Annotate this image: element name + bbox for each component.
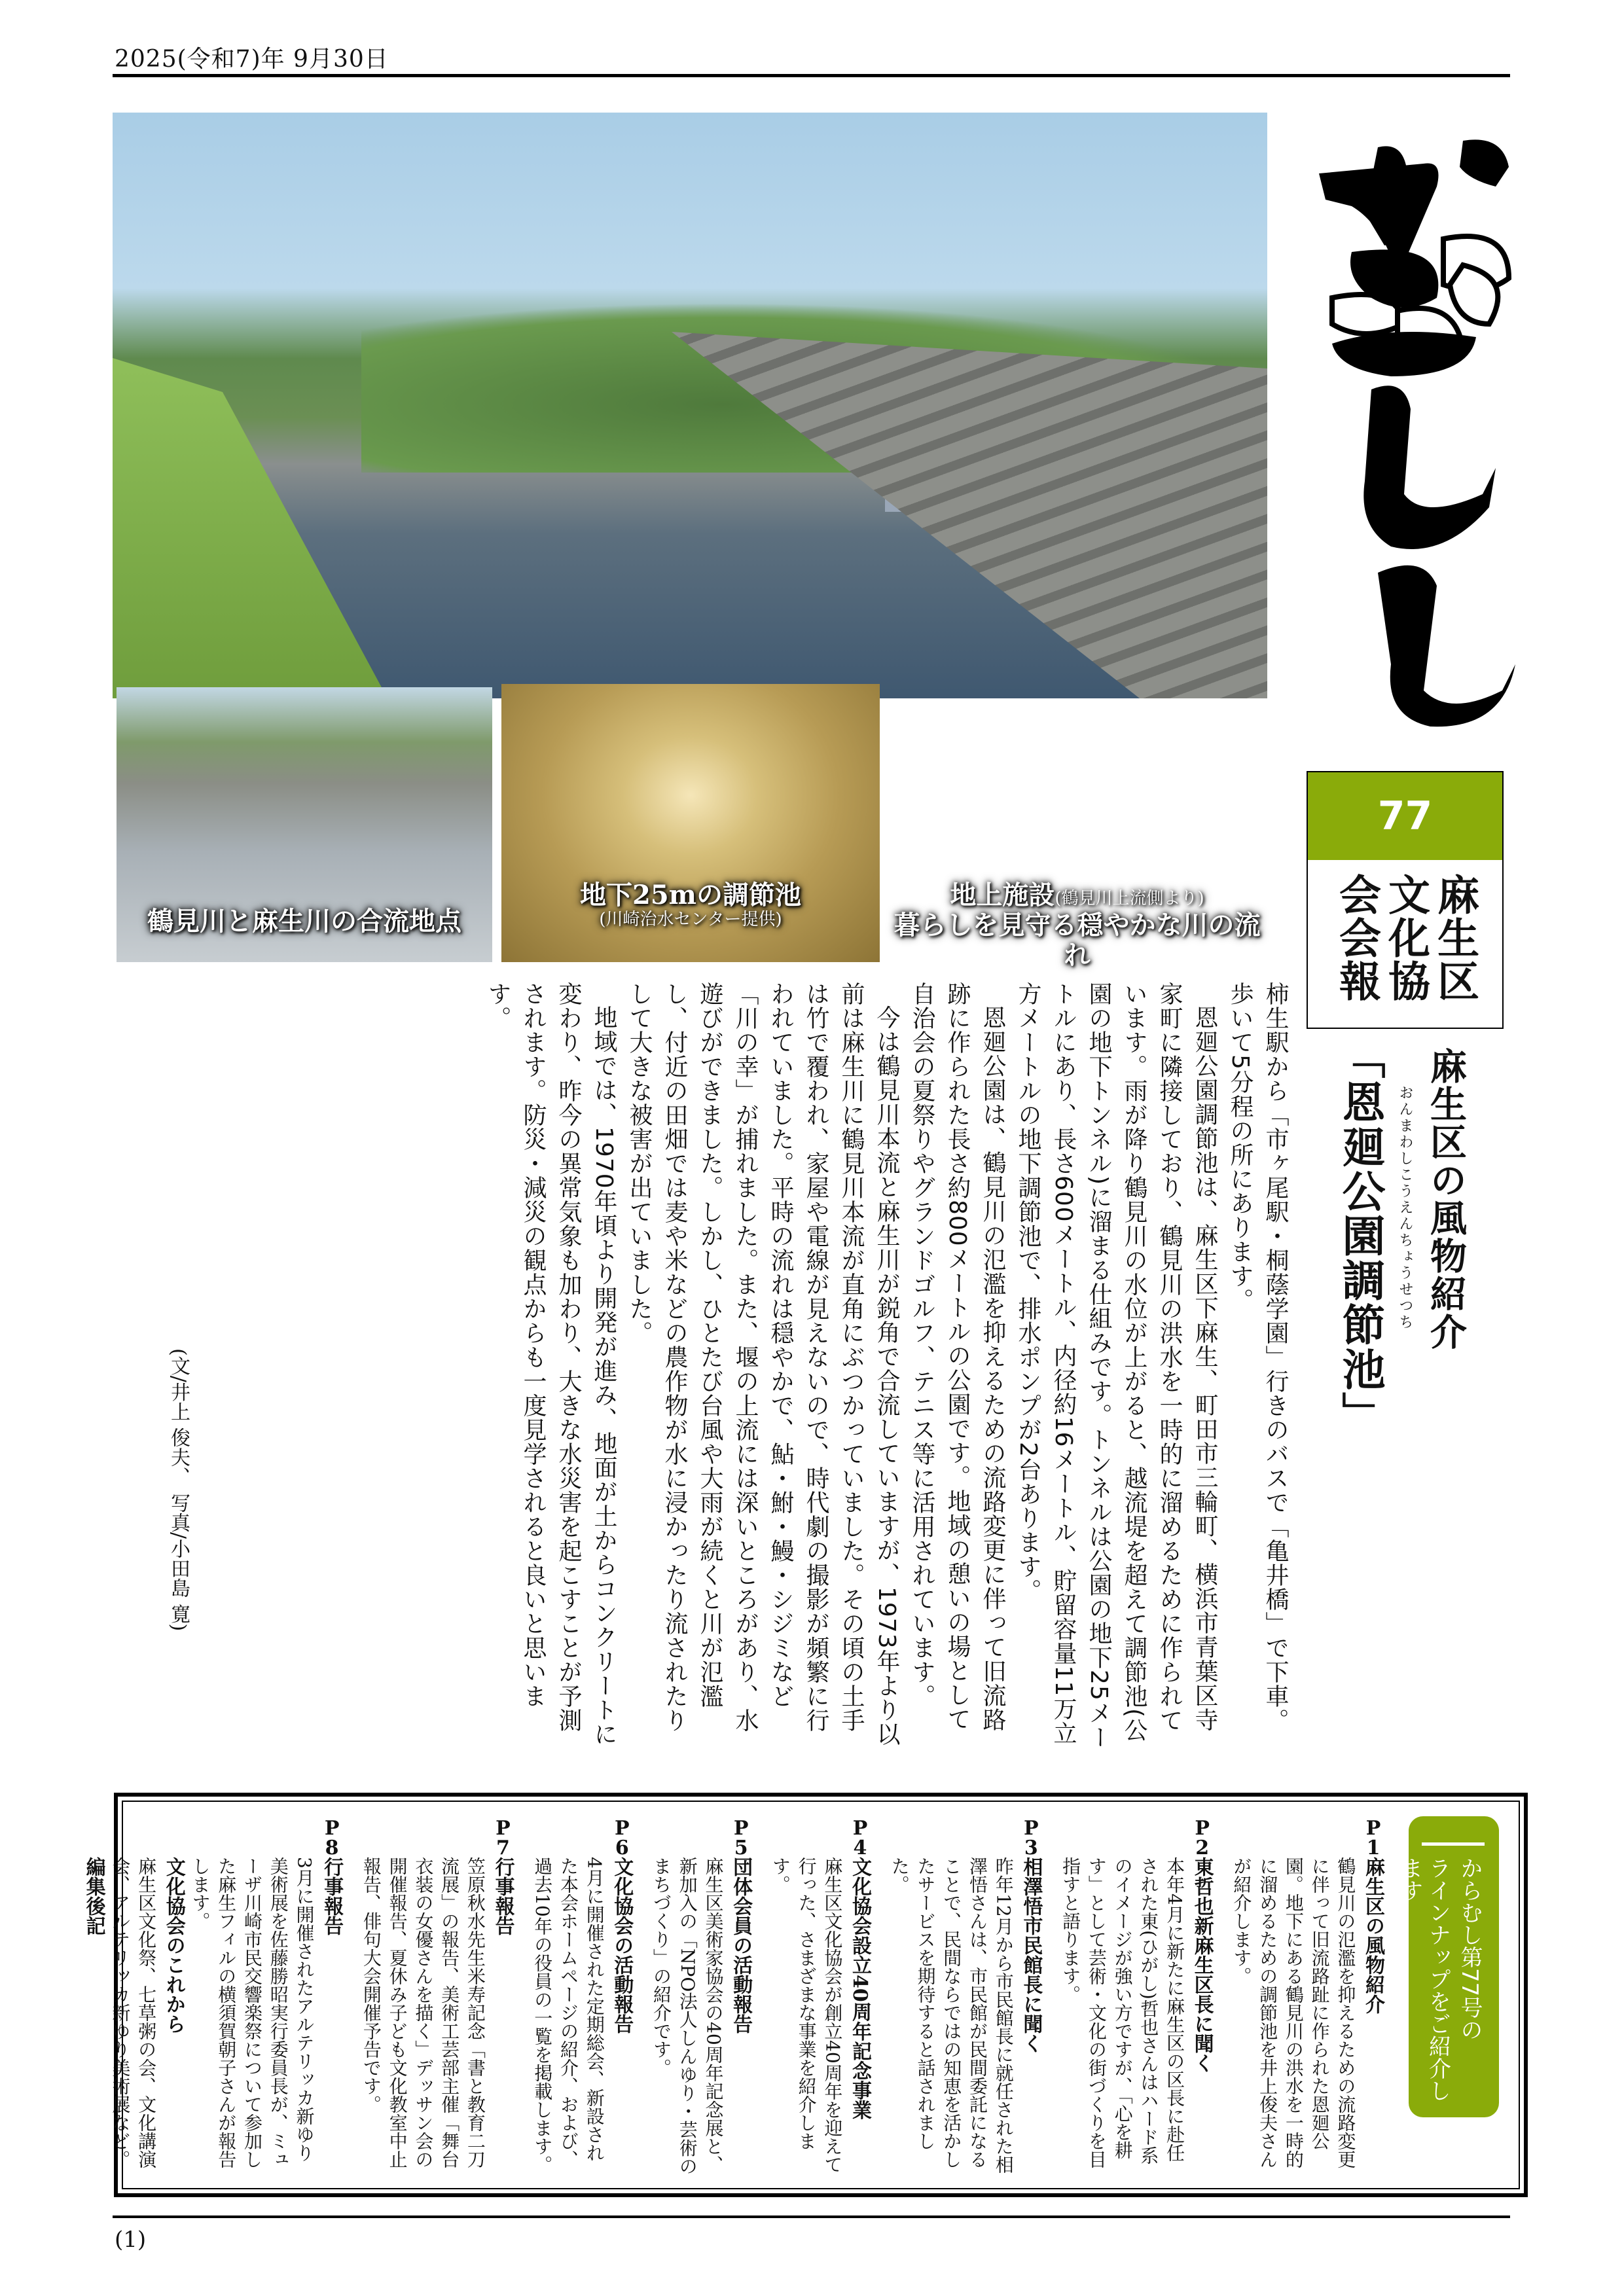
publisher-label-col: 麻生区 [1430, 873, 1479, 1003]
caption-confluence [117, 906, 492, 937]
issue-number: 77 [1308, 772, 1502, 860]
masthead-karamushi-logo [1293, 128, 1555, 736]
lineup-text: 麻生区美術家協会の40周年記念展と、新加入の「NPO法人しんゆり・芸術のまちづくり」の紹介です。 [651, 1857, 725, 2176]
page-ref: P 5 [733, 1817, 749, 1859]
lineup-item-p3[interactable] [886, 1811, 1044, 2178]
article-paragraph: 地域では、1970年頃より開発が進み、地面が土からコンクリートに変わり、昨今の異常気象も加わり、大きな水災害を起こすことが予測されます。防災・減災の観点からも一度見学されると良いと思います。 [484, 982, 617, 1746]
article-subtitle: 麻生区の風物紹介 [1424, 1047, 1467, 1351]
article-paragraph: 恩廻公園調節池は、麻生区下麻生、町田市三輪町、横浜市青葉区寺家町に隣接しており、鶴見川の洪水を一時的に溜めるために作られています。雨が降り鶴見川の水位が上がると、越流堤を超えて調節池(公園の地下トンネル)に溜まる仕組みです。トンネルは公園の地下25メートルにあり、長さ600メートル、内径約16メートル、貯留容量11万立方メートルの地下調節池で、排水ポンプが2台あります。 [1015, 982, 1218, 1749]
page-ref: P 8 [324, 1817, 340, 1859]
article-paragraph: 柿生駅から「市ヶ尾駅・桐蔭学園」行きのバスで「亀井橋」で下車。歩いて5分程の所にあります。 [1227, 982, 1289, 1732]
article-paragraph: 恩廻公園は、鶴見川の氾濫を抑えるための流路変更に伴って旧流路跡に作られた長さ約800メートルの公園です。地域の憩いの場として自治会の夏祭りやグランドゴルフ、テニス等に活用されています。 [909, 982, 1006, 1732]
lineup-item-p4[interactable] [767, 1811, 873, 2178]
article-title: 「恩廻公園調節池」 [1335, 1035, 1385, 1436]
lineup-items [79, 1811, 1386, 2178]
lineup-text: 本年4月に新たに麻生区の区長に赴任された東(ひがし)哲也さんはハード系のイメージが強い方ですが、「心を耕す」として芸術・文化の街づくりを目指すと語ります。 [1060, 1857, 1186, 2168]
caption-tunnel [501, 880, 880, 930]
photo-grass-bank [113, 358, 388, 698]
banner-rule [1422, 1842, 1485, 1846]
lineup-item-p6[interactable] [529, 1811, 635, 2178]
banner-line: ラインナップをご紹介します [1397, 1857, 1451, 2102]
publisher-label-col: 文化協 [1381, 873, 1430, 1003]
article-paragraph: 今は鶴見川本流と麻生川が鋭角で合流していますが、1973年より以前は麻生川に鶴見川本流が直角にぶつかっていました。その頃の土手は竹で覆われ、家屋や電線が見えないので、時代劇の撮影が頻繁に行われていました。平時の流れは穏やかで、鮎・鮒・鰻・シジミなど「川の幸」が捕れました。また、堰の上流には深いところがあり、水遊びができました。しかし、ひとたび台風や大雨が続くと川が氾濫し、付近の田畑では麦や米などの農作物が水に浸かったり流されたりして大きな被害が出ていました。 [626, 982, 900, 1746]
caption-line2: (川崎治水センター提供) [599, 910, 782, 929]
page-ref: P 2 [1195, 1817, 1210, 1859]
lineup-heading: 文化協会の活動報告 [610, 1857, 634, 2034]
caption-line1: 地下25mの調節池 [580, 880, 801, 910]
lineup-box [82, 1793, 1528, 2197]
article-credit: (文/井上 俊夫、 写真/小田島 寛) [167, 1348, 190, 1632]
lineup-item-p2[interactable] [1057, 1811, 1215, 2178]
publisher-label-col: 会会報 [1331, 873, 1380, 1003]
lineup-item-p7[interactable] [358, 1811, 516, 2178]
page-ref: P 1 [1365, 1817, 1381, 1859]
caption-line1: 地上施設 [950, 880, 1055, 910]
lineup-text: 3月に開催されたアルテリッカ新ゆり美術展を佐藤勝昭実行委員長が、ミューザ川崎市民交響楽祭について参加した麻生フィルの横須賀朝子さんが報告します。 [189, 1857, 316, 2168]
lineup-heading: 編集後記 [82, 1857, 105, 1935]
caption-text: 鶴見川と麻生川の合流地点 [147, 906, 461, 937]
lineup-text: 麻生区文化祭、七草粥の会、文化講演会、アルテリッカ新ゆり美術展など。 [109, 1857, 158, 2168]
lineup-item-p8[interactable] [79, 1811, 345, 2178]
header-rule [113, 74, 1510, 77]
lineup-text: 笠原秋水先生米寿記念「書と教育二刀流展」の報告、美術工芸部主催「舞台衣装の女優さんを描く」デッサン会の開催報告、夏休み子ども文化教室中止報告、俳句大会開催予告です。 [360, 1857, 486, 2168]
lineup-item-p1[interactable] [1229, 1811, 1386, 2178]
issue-number-box [1307, 771, 1504, 1029]
footer-rule [113, 2215, 1510, 2218]
lineup-text: 昨年12月から市民館長に就任された相澤悟さんは、市民館が民間委託になることで、民間ならではの知恵を活かしたサービスを期待すると話されました。 [888, 1857, 1015, 2174]
calligraphy-leaves-icon [1293, 128, 1555, 736]
banner-line: からむし第77号の [1456, 1857, 1483, 2041]
article-body [160, 982, 1293, 1754]
issue-date: 2025(令和7)年 9月30日 [115, 46, 389, 73]
lineup-heading: 文化協会のこれから [162, 1857, 185, 2034]
lineup-item-p5[interactable] [648, 1811, 754, 2178]
lineup-heading: 麻生区の風物紹介 [1362, 1857, 1384, 2014]
lineup-text: 麻生区文化協会が創立40周年を迎えて行った、さまざまな事業を紹介します。 [769, 1857, 844, 2174]
page-ref: P 4 [852, 1817, 868, 1859]
article-title-block [1329, 1035, 1471, 1571]
caption-small: (鶴見川上流側より) [1055, 889, 1204, 908]
lineup-text: 4月に開催された定期総会、新設された本会ホームページの紹介、および、過去10年の役員の一覧を掲載します。 [532, 1857, 605, 2174]
lineup-heading: 相澤悟市民館長に聞く [1019, 1857, 1043, 2053]
lineup-banner [1397, 1816, 1499, 2117]
page-ref: P 7 [496, 1817, 511, 1859]
lineup-heading: 文化協会設立40周年記念事業 [848, 1857, 871, 2120]
lineup-heading: 行事報告 [320, 1857, 344, 1935]
lineup-heading: 団体会員の活動報告 [729, 1857, 753, 2034]
page-ref: P 6 [615, 1817, 630, 1859]
caption-line2: 暮らしを見守る穏やかな川の流れ [893, 910, 1261, 971]
title-ruby: おんまわしこうえんちょうせつち [1397, 1085, 1413, 1331]
page-ref: P 3 [1024, 1817, 1039, 1859]
page-number: (1) [115, 2227, 147, 2253]
lineup-heading: 東哲也新麻生区長に聞く [1190, 1857, 1214, 2073]
lineup-text: 鶴見川の氾濫を抑えるための流路変更に伴って旧流路趾に作られた恩廻公園。地下にある鶴見川の洪水を一時的に溜めるための調節池を井上俊夫さんが紹介します。 [1231, 1857, 1357, 2168]
publisher-label [1308, 860, 1502, 1003]
lineup-heading: 行事報告 [491, 1857, 514, 1935]
main-photo-river-facility [113, 113, 1267, 698]
caption-main-photo [887, 880, 1267, 971]
